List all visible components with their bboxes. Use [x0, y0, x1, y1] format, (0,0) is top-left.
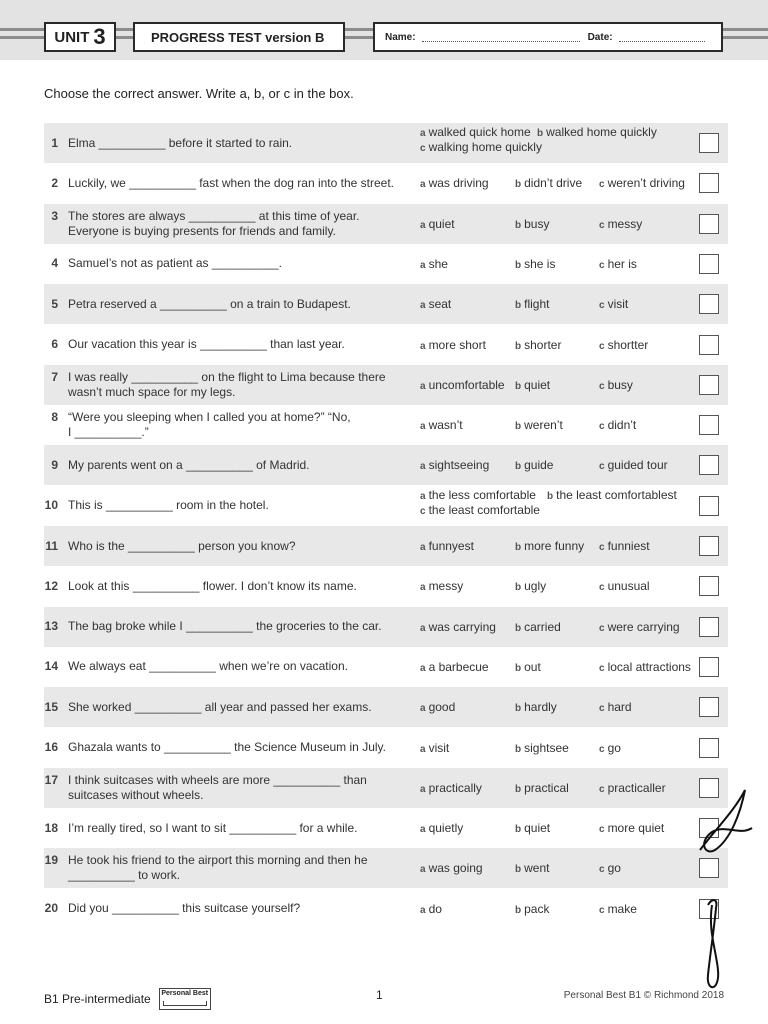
option-a	[420, 488, 536, 504]
option-letter: c	[420, 143, 426, 154]
answer-box[interactable]	[699, 738, 719, 758]
question-text	[68, 209, 408, 239]
question-text-line: We always eat __________ when we’re on vacation.	[68, 659, 348, 674]
option-text: hardly	[524, 700, 557, 715]
option-c	[420, 140, 542, 156]
option-letter: c	[599, 864, 605, 876]
option-letter: a	[420, 542, 426, 553]
option-letter: a	[420, 128, 426, 139]
option-letter: c	[599, 421, 605, 433]
option-letter: a	[420, 219, 426, 231]
option-text: go	[607, 740, 621, 755]
question-text	[68, 410, 408, 440]
option-letter: a	[420, 662, 426, 674]
option-b	[515, 418, 563, 434]
option-b	[515, 781, 569, 797]
option-text: quietly	[428, 821, 464, 836]
name-date-box	[373, 22, 723, 52]
handwritten-signature	[690, 780, 760, 1000]
question-text	[68, 579, 408, 594]
question-text	[68, 176, 408, 191]
option-text: make	[607, 901, 637, 916]
option-c	[599, 579, 650, 595]
option-text: weren’t driving	[607, 176, 685, 191]
option-text: walked quick home	[428, 125, 531, 139]
option-letter: a	[420, 300, 426, 312]
question-number: 9	[51, 457, 58, 472]
option-c	[599, 660, 691, 676]
question-number: 13	[44, 619, 58, 634]
question-text-line: __________ to work.	[68, 868, 181, 883]
option-letter: c	[599, 542, 605, 553]
option-text: the least comfortablest	[556, 487, 677, 502]
option-letter: a	[420, 904, 426, 916]
option-text: guide	[524, 458, 554, 473]
question-text	[68, 458, 408, 473]
option-text: more funny	[524, 539, 585, 553]
option-b	[515, 902, 549, 918]
option-letter: b	[515, 743, 522, 755]
option-text: practical	[524, 780, 569, 795]
option-c	[599, 821, 664, 837]
option-letter: c	[599, 582, 605, 594]
option-a	[420, 741, 449, 757]
question-number: 7	[51, 369, 58, 384]
question-row	[44, 889, 728, 929]
option-b	[547, 488, 677, 504]
question-row	[44, 163, 728, 203]
option-c	[599, 176, 685, 192]
option-letter: c	[599, 743, 605, 755]
option-letter: a	[420, 380, 426, 392]
question-text	[68, 853, 408, 883]
question-text	[68, 498, 408, 513]
option-a	[420, 660, 489, 676]
option-letter: c	[599, 703, 605, 715]
option-letter: b	[515, 259, 522, 271]
answer-box[interactable]	[699, 455, 719, 475]
question-number: 17	[44, 772, 58, 787]
option-text: quiet	[428, 216, 455, 231]
option-text: a barbecue	[428, 659, 489, 674]
option-text: practicaller	[607, 780, 666, 795]
question-text	[68, 700, 408, 715]
question-row	[44, 728, 728, 768]
option-letter: b	[515, 824, 522, 836]
question-text	[68, 256, 408, 271]
option-b	[515, 821, 550, 837]
option-letter: b	[515, 783, 522, 795]
option-a	[420, 700, 455, 716]
option-text: unusual	[607, 579, 650, 594]
option-text: funniest	[607, 539, 650, 553]
question-number: 20	[44, 901, 58, 916]
option-a	[420, 539, 474, 555]
option-letter: b	[515, 542, 522, 553]
option-b	[515, 257, 555, 273]
option-letter: c	[420, 505, 426, 517]
option-a	[420, 579, 463, 595]
option-c	[599, 620, 680, 636]
option-letter: c	[599, 179, 605, 191]
option-a	[420, 620, 496, 636]
option-c	[599, 741, 621, 757]
option-letter: b	[515, 300, 522, 312]
option-b	[515, 620, 561, 636]
question-row	[44, 486, 728, 526]
option-letter: c	[599, 824, 605, 836]
option-text: didn’t	[607, 418, 637, 433]
option-c	[599, 378, 633, 394]
option-letter: c	[599, 904, 605, 916]
question-text-line: Did you __________ this suitcase yourself?	[68, 901, 301, 916]
option-text: weren’t	[524, 418, 563, 433]
option-letter: c	[599, 461, 605, 473]
question-row	[44, 244, 728, 284]
date-field[interactable]	[619, 33, 705, 42]
option-text: visit	[607, 297, 629, 312]
option-a	[420, 781, 482, 797]
name-label: Name:	[385, 31, 416, 43]
question-number: 6	[51, 337, 58, 351]
option-letter: b	[537, 128, 544, 139]
option-a	[420, 125, 531, 141]
question-number: 1	[51, 135, 58, 150]
level-text: B1 Pre-intermediate	[44, 992, 151, 1006]
question-text-line: wasn’t much space for my legs.	[68, 384, 236, 399]
answer-box[interactable]	[699, 496, 719, 516]
question-text-line: Elma __________ before it started to rain.	[68, 135, 293, 150]
option-a	[420, 458, 489, 474]
option-letter: c	[599, 662, 605, 674]
option-letter: c	[599, 622, 605, 634]
option-text: go	[607, 861, 621, 876]
option-letter: b	[515, 864, 522, 876]
option-c	[599, 902, 637, 918]
question-text-line: Everyone is buying presents for friends and family.	[68, 223, 336, 238]
option-b	[515, 539, 584, 555]
option-text: out	[524, 659, 541, 674]
question-number: 3	[51, 208, 58, 223]
option-letter: a	[420, 259, 426, 271]
answer-box[interactable]	[699, 335, 719, 355]
option-text: seat	[428, 297, 452, 312]
answer-box[interactable]	[699, 294, 719, 314]
answer-box[interactable]	[699, 173, 719, 193]
question-row	[44, 365, 728, 405]
option-b	[515, 660, 541, 676]
question-row	[44, 607, 728, 647]
option-c	[599, 700, 632, 716]
question-row	[44, 687, 728, 727]
question-number: 12	[44, 578, 58, 593]
question-number: 4	[51, 256, 58, 271]
unit-label	[44, 22, 116, 52]
question-text-line: Samuel’s not as patient as __________.	[68, 256, 282, 271]
option-letter: a	[420, 179, 426, 191]
question-number: 19	[44, 853, 58, 868]
option-text: were carrying	[607, 619, 680, 634]
option-text: messy	[428, 579, 464, 594]
question-row	[44, 808, 728, 848]
option-text: the least comfortable	[428, 502, 540, 517]
option-text: went	[524, 861, 550, 876]
option-letter: b	[515, 179, 522, 191]
option-letter: c	[599, 219, 605, 231]
question-row	[44, 123, 728, 163]
option-text: ugly	[524, 579, 547, 594]
question-text	[68, 821, 408, 836]
question-text	[68, 773, 408, 803]
question-text	[68, 136, 408, 151]
option-letter: b	[515, 380, 522, 392]
option-letter: b	[515, 904, 522, 916]
option-a	[420, 861, 483, 877]
question-text	[68, 619, 408, 634]
option-text: flight	[524, 297, 550, 312]
question-number: 8	[51, 410, 58, 425]
question-text-line: Petra reserved a __________ on a train to Budapest.	[68, 296, 351, 311]
option-a	[420, 257, 448, 273]
unit-number: 3	[93, 24, 106, 49]
option-c	[599, 539, 650, 555]
option-letter: b	[515, 662, 522, 674]
option-text: messy	[607, 216, 643, 231]
option-letter: c	[599, 300, 605, 312]
logo-text: Personal Best	[161, 990, 209, 997]
question-row	[44, 445, 728, 485]
option-text: pack	[524, 901, 550, 916]
option-letter: a	[420, 340, 426, 352]
question-text-line: My parents went on a __________ of Madrid.	[68, 457, 310, 472]
option-c	[599, 458, 668, 474]
answer-box[interactable]	[699, 617, 719, 637]
page-number: 1	[376, 988, 383, 1002]
option-b	[515, 741, 569, 757]
option-letter: a	[420, 582, 426, 594]
option-text: more short	[428, 337, 486, 352]
option-letter: b	[515, 582, 522, 594]
option-letter: b	[515, 703, 522, 715]
answer-box[interactable]	[699, 697, 719, 717]
question-text-line: Who is the __________ person you know?	[68, 538, 296, 553]
option-text: hard	[607, 700, 632, 715]
option-letter: c	[599, 783, 605, 795]
date-label: Date:	[587, 31, 613, 43]
option-text: more quiet	[607, 821, 665, 836]
option-text: busy	[524, 216, 550, 231]
option-a	[420, 902, 442, 918]
option-letter: c	[599, 380, 605, 392]
question-text	[68, 297, 408, 312]
option-letter: a	[420, 421, 426, 433]
option-letter: a	[420, 743, 426, 755]
question-row	[44, 284, 728, 324]
option-a	[420, 418, 463, 434]
question-text-line: He took his friend to the airport this morning and then he	[68, 853, 368, 868]
question-text-line: suitcases without wheels.	[68, 787, 204, 802]
option-letter: c	[599, 259, 605, 271]
question-row	[44, 405, 728, 445]
option-b	[515, 861, 549, 877]
option-text: was carrying	[428, 619, 496, 634]
question-text	[68, 740, 408, 755]
option-letter: a	[420, 622, 426, 634]
option-text: quiet	[524, 821, 551, 836]
question-row	[44, 848, 728, 888]
option-letter: b	[547, 490, 554, 502]
name-field[interactable]	[422, 33, 580, 42]
question-row	[44, 566, 728, 606]
option-c	[599, 297, 628, 313]
option-a	[420, 176, 489, 192]
option-text: shorter	[524, 337, 562, 352]
option-b	[515, 297, 549, 313]
option-letter: b	[515, 340, 522, 352]
option-text: visit	[428, 740, 450, 755]
option-b	[515, 458, 553, 474]
option-text: she	[428, 256, 448, 271]
question-number: 2	[51, 175, 58, 190]
answer-box[interactable]	[699, 133, 719, 153]
question-row	[44, 647, 728, 687]
question-text	[68, 370, 408, 400]
option-b	[515, 176, 582, 192]
question-text-line: The stores are always __________ at this time of year.	[68, 208, 360, 223]
question-row	[44, 325, 728, 365]
question-text-line: The bag broke while I __________ the groceries to the car.	[68, 619, 382, 634]
answer-box[interactable]	[699, 375, 719, 395]
question-text-line: I was really __________ on the flight to Lima because there	[68, 369, 386, 384]
question-number: 5	[51, 296, 58, 311]
question-text	[68, 539, 408, 554]
option-c	[599, 257, 637, 273]
option-text: the less comfortable	[428, 487, 536, 502]
option-text: shortter	[607, 337, 649, 352]
question-text-line: Our vacation this year is __________ than last year.	[68, 337, 345, 351]
question-number: 18	[44, 820, 58, 835]
instructions: Choose the correct answer. Write a, b, or c in the box.	[44, 86, 354, 101]
option-letter: b	[515, 219, 522, 231]
option-text: funnyest	[428, 539, 474, 553]
option-text: sightseeing	[428, 458, 490, 473]
option-a	[420, 378, 505, 394]
question-text-line: I __________.”	[68, 425, 149, 440]
option-text: her is	[607, 256, 637, 271]
option-text: carried	[524, 619, 561, 634]
question-number: 10	[44, 498, 58, 513]
option-b	[515, 338, 561, 354]
option-letter: b	[515, 421, 522, 433]
footer-level	[44, 988, 211, 1010]
option-letter: a	[420, 461, 426, 473]
option-letter: c	[599, 340, 605, 352]
unit-word: UNIT	[54, 28, 90, 46]
option-letter: a	[420, 864, 426, 876]
option-b	[515, 217, 549, 233]
option-text: sightsee	[524, 740, 569, 755]
option-text: was going	[428, 861, 483, 876]
option-text: quiet	[524, 377, 551, 392]
option-text: didn’t drive	[524, 176, 583, 191]
option-letter: a	[420, 490, 426, 502]
option-b	[515, 700, 557, 716]
option-b	[537, 125, 657, 141]
option-text: walking home quickly	[428, 140, 542, 154]
question-text-line: I’m really tired, so I want to sit __________ for a while.	[68, 820, 358, 835]
option-b	[515, 579, 546, 595]
question-text-line: Look at this __________ flower. I don’t know its name.	[68, 578, 357, 593]
question-row	[44, 526, 728, 566]
answer-box[interactable]	[699, 657, 719, 677]
option-text: walked home quickly	[546, 125, 657, 139]
copyright: Personal Best B1 © Richmond 2018	[563, 990, 724, 1001]
question-text	[68, 901, 408, 916]
answer-box[interactable]	[699, 536, 719, 556]
question-text-line: I think suitcases with wheels are more __________ than	[68, 772, 367, 787]
personal-best-logo	[159, 988, 211, 1010]
option-text: she is	[524, 256, 556, 271]
option-text: local attractions	[607, 659, 691, 674]
question-text	[68, 659, 408, 674]
option-letter: b	[515, 461, 522, 473]
option-letter: b	[515, 622, 522, 634]
option-a	[420, 297, 451, 313]
test-title-text: PROGRESS TEST version B	[151, 29, 325, 45]
option-text: do	[428, 901, 442, 916]
test-title	[133, 22, 345, 52]
question-text-line: Luckily, we __________ fast when the dog ran into the street.	[68, 175, 394, 190]
option-b	[515, 378, 550, 394]
option-text: busy	[607, 377, 633, 392]
answer-box[interactable]	[699, 576, 719, 596]
option-c	[420, 503, 540, 519]
question-text	[68, 337, 408, 352]
option-c	[599, 217, 642, 233]
answer-box[interactable]	[699, 254, 719, 274]
option-letter: a	[420, 824, 426, 836]
option-text: was driving	[428, 176, 489, 191]
question-number: 15	[44, 699, 58, 714]
question-text-line: Ghazala wants to __________ the Science Museum in July.	[68, 740, 386, 754]
option-text: wasn’t	[428, 418, 463, 433]
option-text: practically	[428, 780, 482, 795]
option-c	[599, 418, 636, 434]
question-text-line: “Were you sleeping when I called you at home?” “No,	[68, 410, 351, 425]
option-letter: a	[420, 783, 426, 795]
option-c	[599, 338, 648, 354]
question-number: 11	[45, 538, 58, 553]
question-number: 16	[44, 740, 58, 754]
question-text-line: She worked __________ all year and passed her exams.	[68, 699, 372, 714]
option-text: guided tour	[607, 458, 668, 473]
question-number: 14	[44, 659, 58, 674]
answer-box[interactable]	[699, 415, 719, 435]
option-c	[599, 861, 621, 877]
answer-box[interactable]	[699, 214, 719, 234]
option-text: good	[428, 700, 456, 715]
question-row	[44, 204, 728, 244]
question-text-line: This is __________ room in the hotel.	[68, 498, 269, 513]
option-c	[599, 781, 666, 797]
option-a	[420, 338, 486, 354]
option-a	[420, 821, 463, 837]
option-letter: a	[420, 703, 426, 715]
question-row	[44, 768, 728, 808]
option-text: uncomfortable	[428, 377, 505, 392]
option-a	[420, 217, 455, 233]
